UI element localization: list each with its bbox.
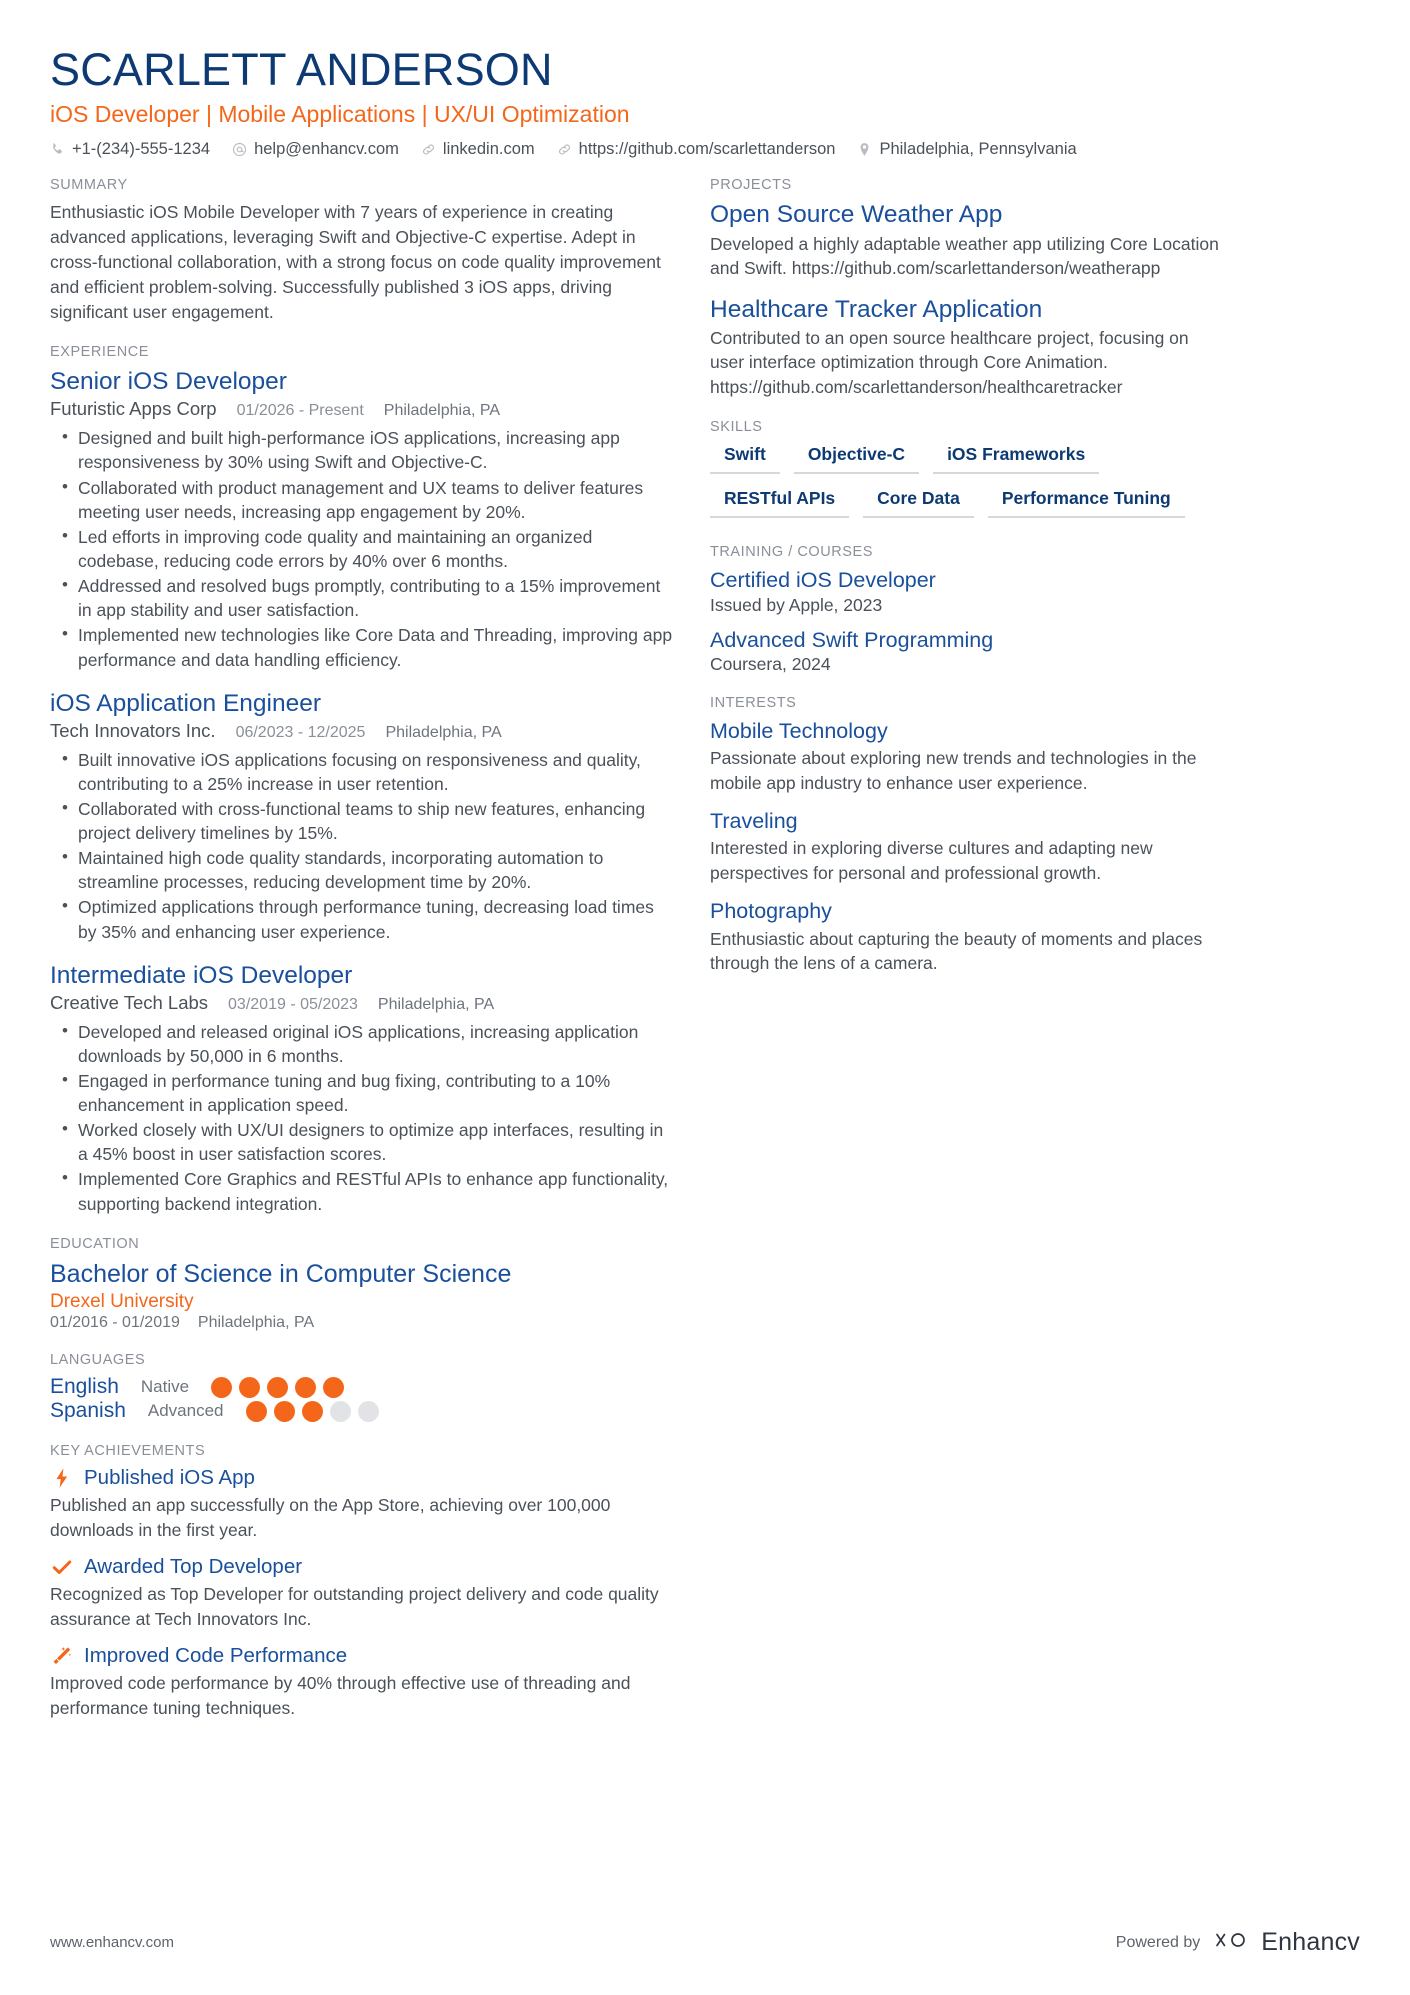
achievement-title: Published iOS App: [84, 1466, 255, 1490]
rating-dot: [295, 1377, 316, 1398]
interest-description: Enthusiastic about capturing the beauty of moments and places through the lens of a camera.: [710, 928, 1203, 974]
interest-item: [710, 718, 1225, 795]
section-label-projects: PROJECTS: [710, 177, 792, 194]
job-bullet: • Maintained high code quality standards, incorporating automation to streamline processes, reducing development time by 20%.: [50, 846, 675, 894]
interest-item: [710, 898, 1225, 975]
email-icon: [232, 142, 247, 157]
interest-description: Interested in exploring diverse cultures and adapting new perspectives for personal and professional growth.: [710, 838, 1153, 883]
achievement-head: [50, 1555, 675, 1579]
contact-github-text: https://github.com/scarlettanderson: [578, 140, 836, 159]
job-meta: [50, 720, 675, 742]
achievement-description: Recognized as Top Developer for outstanding project delivery and code quality assurance at Tech Innovators Inc.: [50, 1584, 659, 1629]
skills-list: [710, 442, 1225, 518]
skill-badge: Swift: [710, 442, 780, 474]
interest-description: Passionate about exploring new trends and technologies in the mobile app industry to enhance user experience.: [710, 748, 1197, 793]
job-title: Intermediate iOS Developer: [50, 961, 353, 989]
job-company: Tech Innovators Inc.: [50, 719, 216, 741]
section-experience: [50, 344, 675, 1215]
rating-dot: [239, 1377, 260, 1398]
job-title: iOS Application Engineer: [50, 689, 322, 717]
job-bullet: • Collaborated with cross-functional teams to ship new features, enhancing project delivery timelines by 15%.: [50, 797, 675, 845]
rating-dot: [323, 1377, 344, 1398]
candidate-headline: iOS Developer | Mobile Applications | UX/UI Optimization: [50, 100, 630, 127]
link-icon: [421, 142, 436, 157]
job-meta: [50, 398, 675, 420]
phone-icon: [50, 142, 65, 157]
language-rating-dots: [246, 1401, 379, 1422]
enhancv-mark-icon: [1213, 1928, 1253, 1957]
skill-badge: Objective-C: [794, 442, 919, 474]
achievement-title: Awarded Top Developer: [84, 1555, 303, 1579]
rating-dot: [267, 1377, 288, 1398]
link-icon: [557, 142, 572, 157]
section-label-training: TRAINING / COURSES: [710, 544, 873, 561]
contact-linkedin: [421, 140, 535, 159]
powered-by-label: Powered by: [1115, 1933, 1201, 1951]
training-title: Advanced Swift Programming: [710, 627, 994, 652]
section-education: [50, 1236, 675, 1333]
achievement-head: [50, 1644, 675, 1668]
rating-dot: [330, 1401, 351, 1422]
education-meta: [50, 1314, 675, 1332]
job-bullet: • Engaged in performance tuning and bug fixing, contributing to a 10% enhancement in application speed.: [50, 1069, 675, 1117]
enhancv-wordmark: Enhancv: [1261, 1928, 1360, 1956]
job-meta: [50, 992, 675, 1014]
project-item: [710, 295, 1225, 400]
contact-linkedin-text: linkedin.com: [442, 140, 535, 159]
project-item: [710, 200, 1225, 280]
interest-title: Traveling: [710, 809, 798, 834]
rating-dot: [358, 1401, 379, 1422]
contact-phone: [50, 140, 210, 159]
language-item: [50, 1375, 344, 1399]
contact-location: [857, 140, 1076, 159]
section-interests: [710, 695, 1225, 976]
job-bullet: • Led efforts in improving code quality and maintaining an organized codebase, reducing code errors by 40% over 6 months.: [50, 525, 675, 573]
section-languages: [50, 1352, 675, 1423]
section-label-languages: LANGUAGES: [50, 1352, 146, 1369]
job-location: Philadelphia, PA: [385, 723, 502, 741]
job-bullet: • Addressed and resolved bugs promptly, contributing to a 15% improvement in app stability and user satisfaction.: [50, 574, 675, 622]
contact-email-text: help@enhancv.com: [254, 140, 399, 159]
section-label-summary: SUMMARY: [50, 177, 128, 194]
achievement-item: [50, 1555, 675, 1631]
job-bullets: [50, 748, 675, 944]
section-label-education: EDUCATION: [50, 1235, 140, 1252]
job-dates: 03/2019 - 05/2023: [228, 995, 358, 1013]
achievement-description: Published an app successfully on the App Store, achieving over 100,000 downloads in the first year.: [50, 1495, 611, 1540]
job-bullet: • Developed and released original iOS applications, increasing application downloads by 50,000 in 6 months.: [50, 1020, 675, 1068]
job-location: Philadelphia, PA: [383, 402, 501, 420]
magic-wand-icon: [50, 1644, 74, 1668]
job-bullet: • Designed and built high-performance iOS applications, increasing app responsiveness by 30% using Swift and Objective-C.: [50, 426, 675, 474]
job-bullet: • Collaborated with product management and UX teams to deliver features meeting user needs, increasing app engagement by 20%.: [50, 476, 675, 524]
job-bullet: • Optimized applications through performance tuning, decreasing load times by 35% and enhancing user experience.: [50, 895, 675, 943]
job-title: Senior iOS Developer: [50, 368, 287, 396]
skill-badge: Core Data: [863, 486, 974, 518]
section-summary: [50, 177, 675, 324]
rating-dot: [274, 1401, 295, 1422]
job-dates: 06/2023 - 12/2025: [235, 723, 366, 741]
contact-row: [50, 140, 1360, 159]
section-training: [710, 544, 1225, 674]
experience-entry: [50, 961, 675, 1216]
achievement-head: [50, 1466, 675, 1490]
lightning-bolt-icon: [50, 1466, 74, 1490]
resume-header: [50, 46, 1360, 159]
skill-badge: Performance Tuning: [988, 486, 1185, 518]
job-bullet: • Implemented Core Graphics and RESTful APIs to enhance app functionality, supporting backend integration.: [50, 1167, 675, 1215]
candidate-name: SCARLETT ANDERSON: [50, 44, 553, 95]
language-level: Native: [140, 1377, 190, 1397]
project-description: Contributed to an open source healthcare project, focusing on user interface optimization through Core Animation. https://github.com/scarlettanderson/healthcaretracker: [710, 327, 1189, 397]
resume-body: [50, 177, 1360, 1740]
experience-entry: [50, 689, 675, 944]
achievement-description: Improved code performance by 40% through effective use of threading and performance tuning techniques.: [50, 1673, 631, 1718]
project-title: Healthcare Tracker Application: [710, 295, 1043, 323]
footer-branding: [1116, 1928, 1360, 1957]
rating-dot: [211, 1377, 232, 1398]
skill-badge: iOS Frameworks: [933, 442, 1099, 474]
language-item: [50, 1399, 379, 1423]
section-skills: [710, 419, 1225, 518]
language-level: Advanced: [147, 1401, 224, 1421]
language-name: English: [50, 1375, 119, 1399]
job-bullet: • Built innovative iOS applications focusing on responsiveness and quality, contributing to a 25% increase in user retention.: [50, 748, 675, 796]
project-title: Open Source Weather App: [710, 201, 1003, 229]
job-bullet: • Implemented new technologies like Core Data and Threading, improving app performance and data handling efficiency.: [50, 623, 675, 671]
job-bullet: • Worked closely with UX/UI designers to optimize app interfaces, resulting in a 45% boost in user satisfaction scores.: [50, 1118, 675, 1166]
section-label-experience: EXPERIENCE: [50, 344, 149, 361]
achievement-title: Improved Code Performance: [84, 1644, 348, 1668]
education-location: Philadelphia, PA: [197, 1314, 315, 1332]
language-rating-dots: [211, 1377, 344, 1398]
section-label-skills: SKILLS: [710, 419, 763, 436]
job-location: Philadelphia, PA: [377, 995, 495, 1013]
languages-row: [50, 1375, 675, 1423]
achievement-item: [50, 1466, 675, 1542]
job-bullets: [50, 1020, 675, 1216]
job-bullets: [50, 426, 675, 671]
location-pin-icon: [857, 142, 872, 157]
skill-badge: RESTful APIs: [710, 486, 849, 518]
footer-url: www.enhancv.com: [50, 1934, 174, 1951]
interest-item: [710, 808, 1225, 885]
section-label-interests: INTERESTS: [710, 694, 797, 711]
contact-phone-text: +1-(234)-555-1234: [72, 140, 211, 159]
education-degree: Bachelor of Science in Computer Science: [50, 1259, 512, 1288]
language-name: Spanish: [50, 1399, 126, 1423]
right-column: [710, 177, 1225, 995]
job-company: Futuristic Apps Corp: [50, 398, 217, 420]
resume-footer: [50, 1928, 1360, 1957]
contact-github: [557, 140, 836, 159]
contact-email: [232, 140, 399, 159]
training-title: Certified iOS Developer: [710, 568, 936, 593]
job-dates: 01/2026 - Present: [236, 402, 364, 420]
checkmark-icon: [50, 1555, 74, 1579]
left-column: [50, 177, 675, 1740]
enhancv-logo: [1213, 1928, 1360, 1957]
training-item: [710, 567, 1225, 615]
rating-dot: [246, 1401, 267, 1422]
training-subtitle: Issued by Apple, 2023: [710, 594, 883, 615]
job-company: Creative Tech Labs: [50, 991, 209, 1013]
achievement-item: [50, 1644, 675, 1720]
education-school: Drexel University: [50, 1291, 194, 1313]
training-item: [710, 627, 1225, 675]
training-subtitle: Coursera, 2024: [710, 653, 831, 674]
section-projects: [710, 177, 1225, 399]
project-description: Developed a highly adaptable weather app utilizing Core Location and Swift. https://github.com/scarlettanderson/weatherapp: [710, 233, 1219, 279]
interest-title: Mobile Technology: [710, 718, 888, 743]
rating-dot: [302, 1401, 323, 1422]
section-label-key-achievements: KEY ACHIEVEMENTS: [50, 1443, 206, 1460]
experience-entry: [50, 367, 675, 671]
education-dates: 01/2016 - 01/2019: [50, 1314, 180, 1332]
contact-location-text: Philadelphia, Pennsylvania: [879, 140, 1077, 159]
interest-title: Photography: [710, 899, 832, 924]
section-key-achievements: [50, 1443, 675, 1720]
summary-text: Enthusiastic iOS Mobile Developer with 7 years of experience in creating advanced applications, leveraging Swift and Objective-C expertise. Adept in cross-functional collaboration, with a strong focus on code quality improvement and efficient problem-solving. Successfully published 3 iOS apps, driving significant user engagement.: [50, 202, 661, 322]
